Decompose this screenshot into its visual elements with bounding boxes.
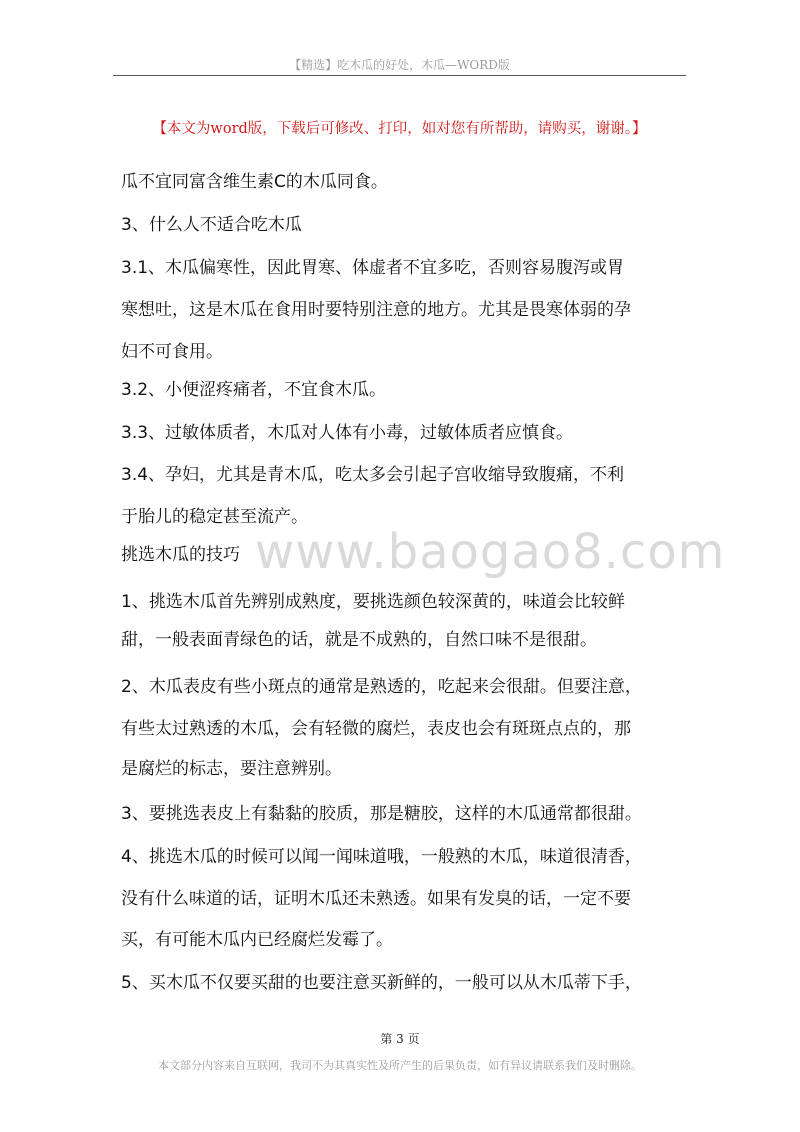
body-line: 有些太过熟透的木瓜，会有轻微的腐烂，表皮也会有斑斑点点的，那 (121, 719, 631, 739)
body-line: 甜，一般表面青绿色的话，就是不成熟的，自然口味不是很甜。 (121, 630, 597, 650)
body-line: 3.2、小便涩疼痛者，不宜食木瓜。 (121, 380, 387, 400)
body-line: 2、木瓜表皮有些小斑点的通常是熟透的，吃起来会很甜。但要注意， (121, 677, 642, 697)
body-line: 买，有可能木瓜内已经腐烂发霉了。 (121, 930, 393, 950)
body-line: 妇不可食用。 (121, 342, 223, 362)
body-line: 4、挑选木瓜的时候可以闻一闻味道哦，一般熟的木瓜，味道很清香， (121, 847, 642, 867)
page-footer: 本文部分内容来自互联网，我司不为其真实性及所产生的后果负责，如有异议请联系我们及时删除。 (158, 1059, 642, 1072)
body-line: 是腐烂的标志，要注意辨别。 (121, 759, 342, 779)
body-line: 3.3、过敏体质者，木瓜对人体有小毒，过敏体质者应慎食。 (121, 423, 574, 443)
page-header: 【精选】吃木瓜的好处，木瓜—WORD版 (289, 58, 510, 72)
section-heading: 挑选木瓜的技巧 (121, 545, 240, 565)
download-notice: 【本文为word版，下载后可修改、打印，如对您有所帮助，请购买，谢谢。】 (152, 121, 647, 137)
body-line: 3.4、孕妇，尤其是青木瓜，吃太多会引起子宫收缩导致腹痛，不利 (121, 465, 625, 485)
body-line: 3、要挑选表皮上有黏黏的胶质，那是糖胶，这样的木瓜通常都很甜。 (121, 804, 642, 824)
body-line: 瓜不宜同富含维生素C的木瓜同食。 (121, 172, 388, 192)
watermark: www.baogao8.com (255, 524, 726, 580)
page-number: 第 3 页 (380, 1032, 420, 1046)
section-heading: 3、什么人不适合吃木瓜 (121, 215, 302, 235)
body-line: 1、挑选木瓜首先辨别成熟度，要挑选颜色较深黄的，味道会比较鲜 (121, 592, 625, 612)
body-line: 没有什么味道的话，证明木瓜还未熟透。如果有发臭的话，一定不要 (121, 889, 631, 909)
header-divider (113, 75, 686, 76)
body-line: 于胎儿的稳定甚至流产。 (121, 507, 308, 527)
body-line: 寒想吐，这是木瓜在食用时要特别注意的地方。尤其是畏寒体弱的孕 (121, 300, 631, 320)
body-line: 5、买木瓜不仅要买甜的也要注意买新鲜的，一般可以从木瓜蒂下手， (121, 973, 642, 993)
body-line: 3.1、木瓜偏寒性，因此胃寒、体虚者不宜多吃，否则容易腹泻或胃 (121, 258, 625, 278)
